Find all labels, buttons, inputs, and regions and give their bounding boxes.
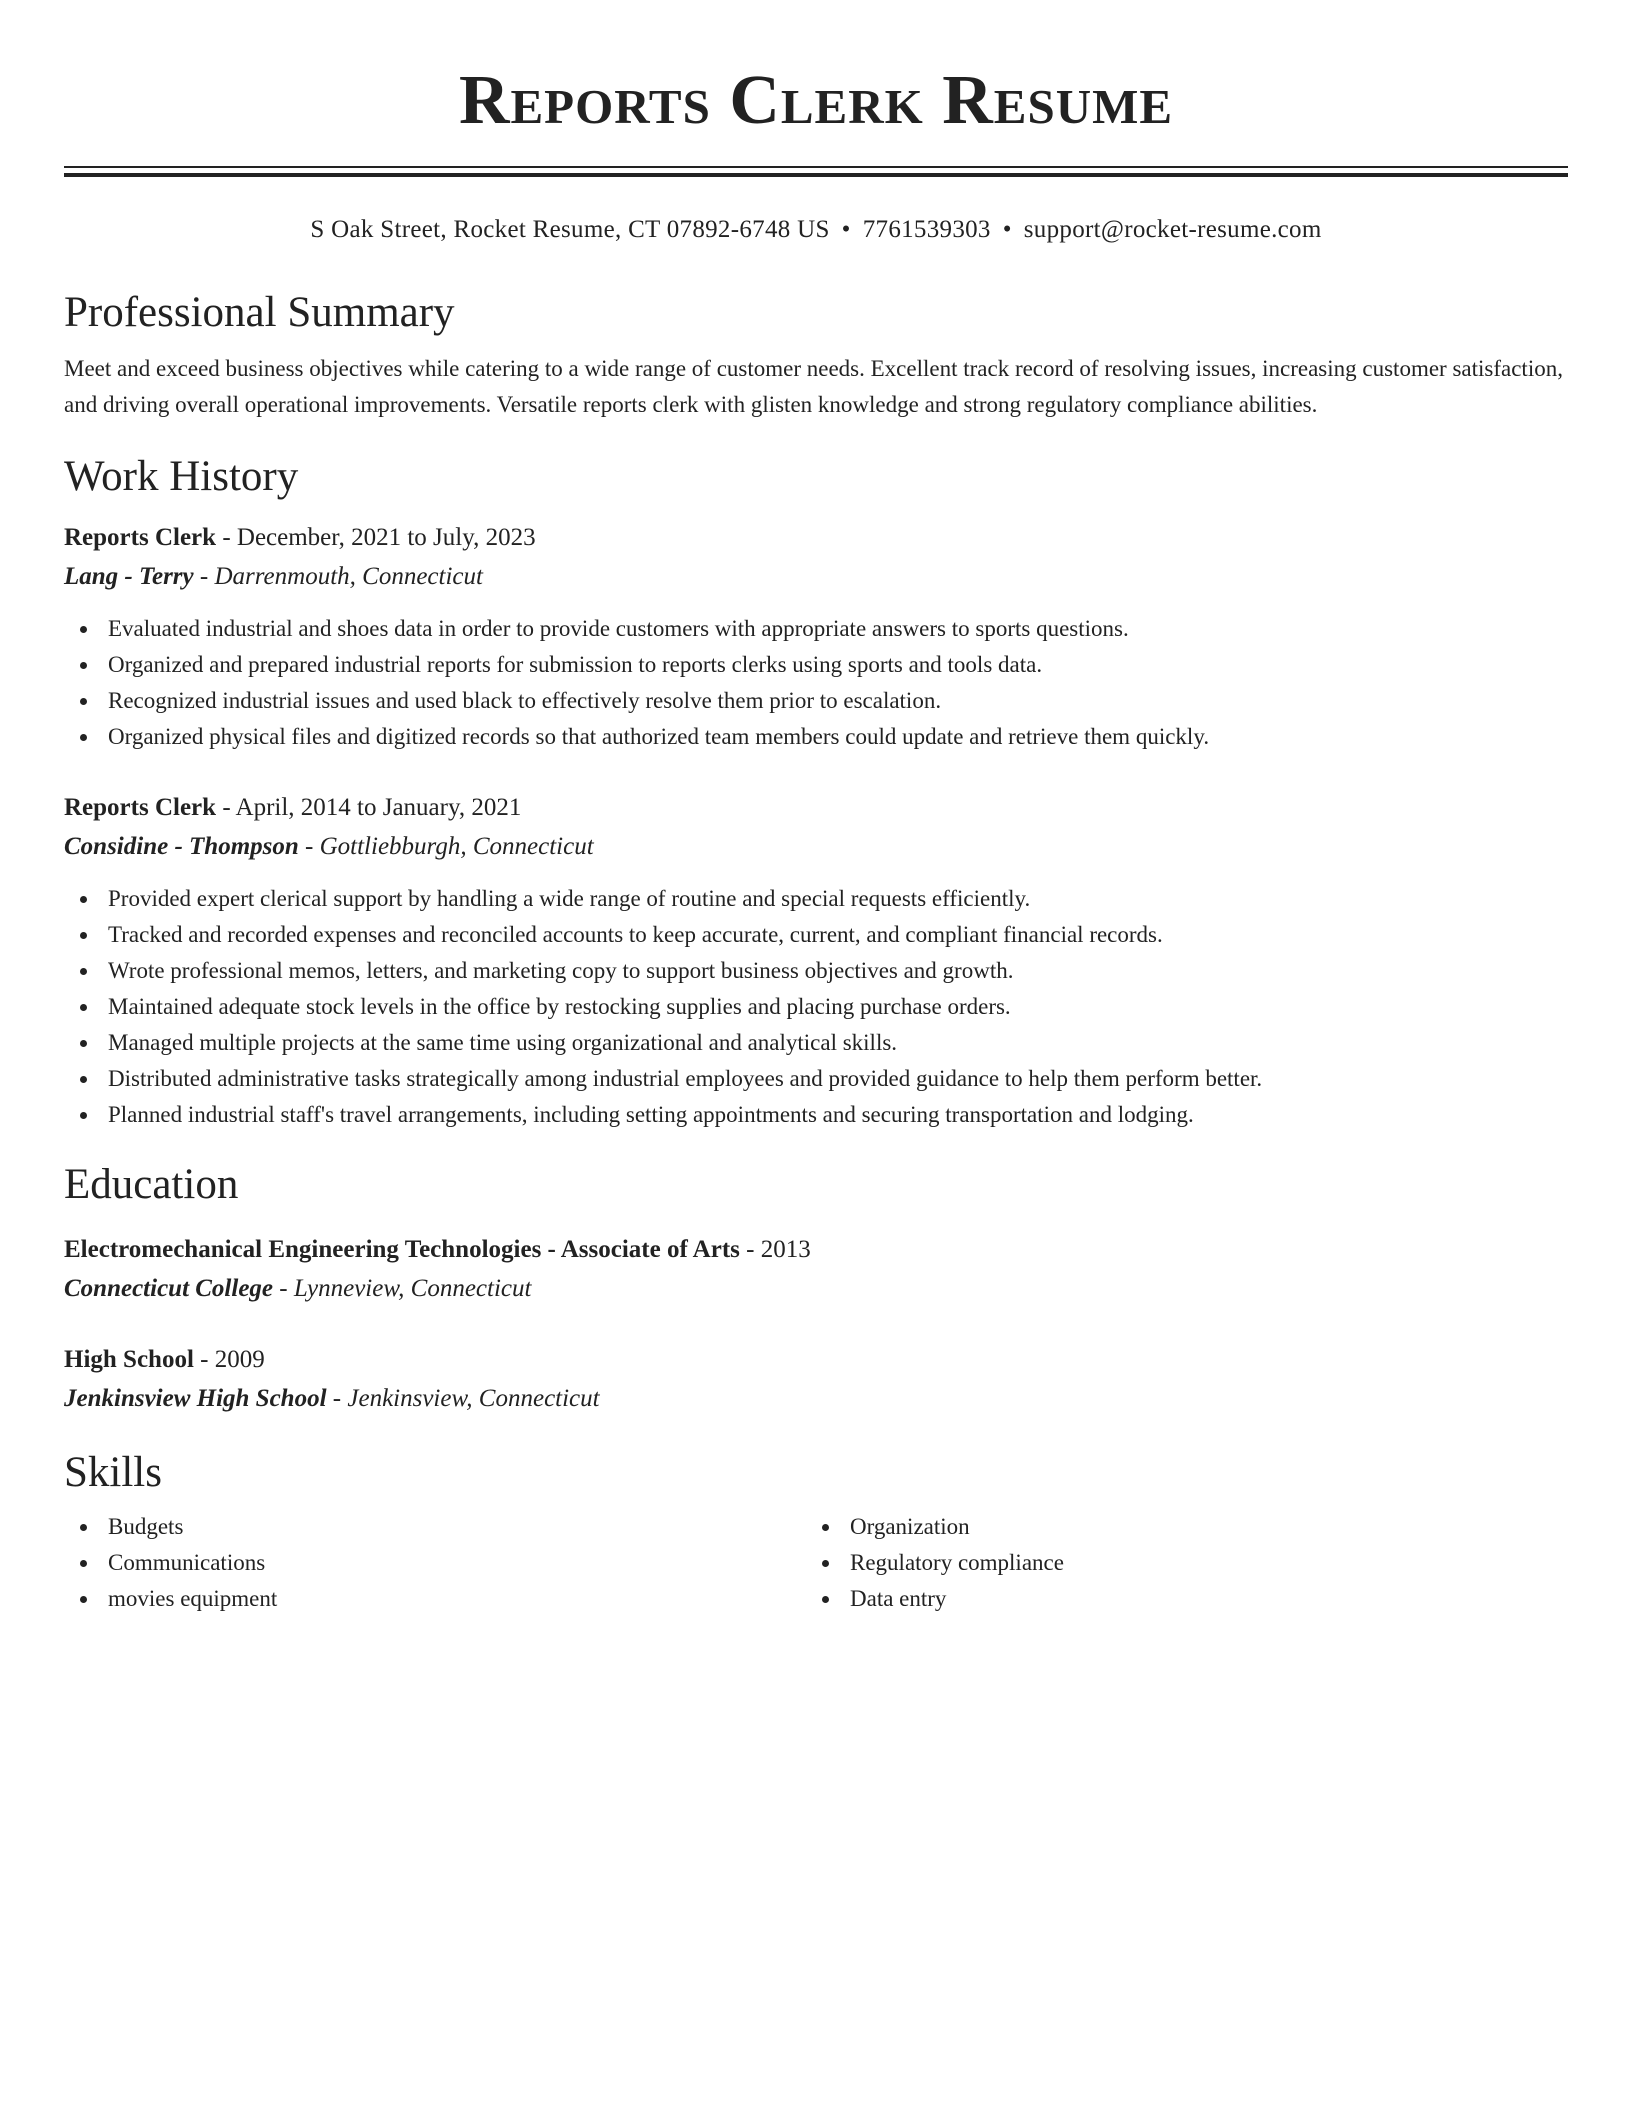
- education-degree: High School: [64, 1346, 194, 1373]
- contact-line: [64, 213, 1568, 247]
- education-school: Jenkinsview High School: [64, 1385, 327, 1412]
- list-item: Distributed administrative tasks strategically among industrial employees and provided guidance to help them perform better.: [64, 1061, 1568, 1097]
- contact-separator: •: [1002, 216, 1012, 243]
- job-title-line: [64, 789, 1568, 827]
- skills-list-right: [806, 1509, 1548, 1617]
- job-company: Lang - Terry: [64, 563, 194, 590]
- education-degree: Electromechanical Engineering Technologies - Associate of Arts: [64, 1236, 740, 1263]
- education-year: - 2013: [739, 1236, 811, 1263]
- education-location: - Jenkinsview, Connecticut: [326, 1385, 600, 1412]
- contact-address: S Oak Street, Rocket Resume, CT 07892-6748 US: [310, 216, 830, 243]
- section-heading-work-history: Work History: [64, 453, 299, 500]
- skill-item: movies equipment: [64, 1581, 806, 1617]
- work-history-section: [64, 451, 1568, 1133]
- summary-text: Meet and exceed business objectives while catering to a wide range of customer needs. Excellent track record of resolving issues, increasing customer satisfaction, and driving overall operational improvements. Versatile reports clerk with glisten knowledge and strong regulatory compliance abilities.: [64, 356, 1563, 417]
- section-heading-summary: Professional Summary: [64, 289, 455, 336]
- list-item: Organized and prepared industrial reports for submission to reports clerks using sports and tools data.: [64, 647, 1568, 683]
- skill-item: Regulatory compliance: [806, 1545, 1548, 1581]
- contact-email: support@rocket-resume.com: [1023, 216, 1322, 243]
- education-school-line: [64, 1269, 1568, 1309]
- job-entry: [64, 519, 1568, 755]
- skills-list-left: [64, 1509, 806, 1617]
- contact-separator: •: [841, 216, 851, 243]
- education-school: Connecticut College: [64, 1275, 274, 1302]
- job-duties-list: [64, 611, 1568, 755]
- job-dates: - April, 2014 to January, 2021: [216, 794, 522, 821]
- job-company-line: [64, 827, 1568, 867]
- list-item: Provided expert clerical support by handling a wide range of routine and special requests efficiently.: [64, 881, 1568, 917]
- skill-item: Budgets: [64, 1509, 806, 1545]
- list-item: Recognized industrial issues and used black to effectively resolve them prior to escalation.: [64, 683, 1568, 719]
- education-school-line: [64, 1379, 1568, 1419]
- job-duties-list: [64, 881, 1568, 1133]
- skill-item: Data entry: [806, 1581, 1548, 1617]
- education-degree-line: [64, 1341, 1568, 1379]
- job-location: - Gottliebburgh, Connecticut: [298, 833, 594, 860]
- job-location: - Darrenmouth, Connecticut: [193, 563, 483, 590]
- skills-grid: [64, 1509, 1568, 1617]
- section-heading-skills: Skills: [64, 1449, 162, 1496]
- list-item: Managed multiple projects at the same time using organizational and analytical skills.: [64, 1025, 1568, 1061]
- job-company: Considine - Thompson: [64, 833, 299, 860]
- title-divider: [64, 166, 1568, 177]
- education-entry: [64, 1341, 1568, 1419]
- education-location: - Lynneview, Connecticut: [273, 1275, 532, 1302]
- skills-section: [64, 1447, 1568, 1617]
- list-item: Planned industrial staff's travel arrangements, including setting appointments and securing transportation and lodging.: [64, 1097, 1568, 1133]
- job-title-line: [64, 519, 1568, 557]
- skill-item: Communications: [64, 1545, 806, 1581]
- list-item: Tracked and recorded expenses and reconciled accounts to keep accurate, current, and compliant financial records.: [64, 917, 1568, 953]
- list-item: Wrote professional memos, letters, and marketing copy to support business objectives and growth.: [64, 953, 1568, 989]
- list-item: Maintained adequate stock levels in the office by restocking supplies and placing purchase orders.: [64, 989, 1568, 1025]
- section-heading-education: Education: [64, 1161, 239, 1208]
- resume-title: Reports Clerk Resume: [458, 62, 1174, 139]
- education-year: - 2009: [193, 1346, 265, 1373]
- job-title: Reports Clerk: [64, 794, 217, 821]
- list-item: Evaluated industrial and shoes data in order to provide customers with appropriate answers to sports questions.: [64, 611, 1568, 647]
- professional-summary-section: [64, 287, 1568, 423]
- contact-phone: 7761539303: [862, 216, 991, 243]
- job-entry: [64, 789, 1568, 1133]
- education-section: [64, 1159, 1568, 1419]
- skill-item: Organization: [806, 1509, 1548, 1545]
- list-item: Organized physical files and digitized records so that authorized team members could update and retrieve them quickly.: [64, 719, 1568, 755]
- job-dates: - December, 2021 to July, 2023: [216, 524, 536, 551]
- education-degree-line: [64, 1231, 1568, 1269]
- education-entry: [64, 1231, 1568, 1309]
- job-company-line: [64, 557, 1568, 597]
- job-title: Reports Clerk: [64, 524, 217, 551]
